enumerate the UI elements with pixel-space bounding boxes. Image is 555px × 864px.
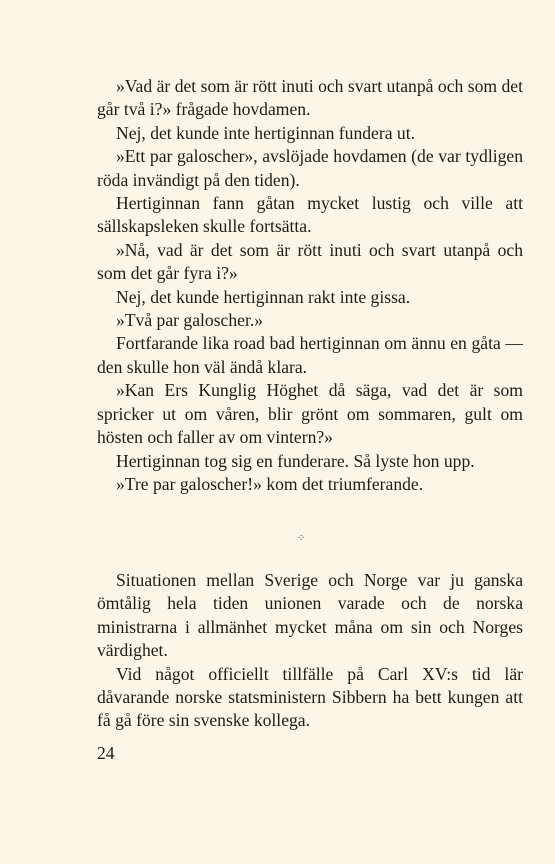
paragraph: Nej, det kunde inte hertiginnan fundera ut. [116, 122, 415, 143]
page-number: 24 [97, 743, 115, 763]
paragraph: Hertiginnan fann gåtan mycket lustig och ville att sällskapsleken skulle fortsätta. [97, 193, 523, 237]
paragraph: »Kan Ers Kunglig Höghet då säga, vad det är som spricker ut om våren, blir grönt om sommaren, gult om hösten och faller av om vintern?» [97, 380, 523, 448]
text-section-1 [97, 75, 523, 496]
paragraph: »Vad är det som är rött inuti och svart utanpå och som det går två i?» frågade hovdamen. [97, 76, 523, 120]
paragraph: »Två par galoscher.» [116, 310, 264, 331]
paragraph: »Nå, vad är det som är rött inuti och svart utanpå och som det går fyra i?» [97, 239, 523, 284]
paragraph: Nej, det kunde hertiginnan rakt inte gissa. [116, 286, 411, 307]
section-separator: ⁘ [297, 533, 306, 544]
paragraph: Hertiginnan tog sig en funderare. Så lyste hon upp. [116, 450, 475, 471]
paragraph: Situationen mellan Sverige och Norge var ju ganska ömtålig hela tiden unionen varade och de norska ministrarna i allmänhet mycket måna om sin och Norges värdighet. [97, 570, 523, 661]
paragraph: »Tre par galoscher!» kom det triumferande. [116, 473, 424, 494]
paragraph: Vid något officiellt tillfälle på Carl XV:s tid lär dåvarande norske statsministern Sibbern ha bett kungen att få gå före sin svenske kollega. [97, 663, 523, 731]
paragraph: Fortfarande lika road bad hertiginnan om ännu en gåta — den skulle hon väl ändå klara. [97, 333, 523, 377]
text-section-2 [97, 569, 523, 733]
paragraph: »Ett par galoscher», avslöjade hovdamen (de var tydligen röda invändigt på den tiden). [97, 146, 523, 190]
